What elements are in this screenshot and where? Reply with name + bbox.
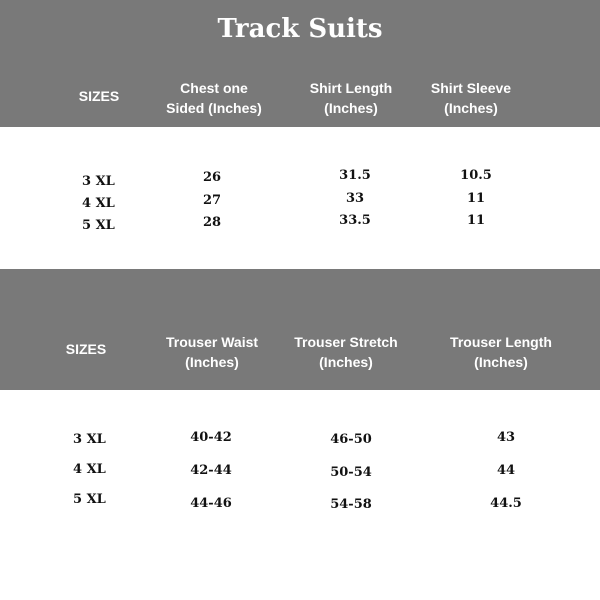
trouser-header-stretch xyxy=(294,332,397,372)
trouser-row-1-size: 3 XL xyxy=(73,432,106,447)
trouser-row-3-stretch: 54-58 xyxy=(330,497,372,512)
shirt-row-1-length: 31.5 xyxy=(339,168,371,183)
shirt-header-length-line1: Shirt Length xyxy=(309,80,393,96)
shirt-header-length-line2: (Inches) xyxy=(324,100,378,116)
shirt-header-sizes xyxy=(79,86,119,106)
shirt-row-1-chest: 26 xyxy=(202,170,222,185)
trouser-header-stretch-line1: Trouser Stretch xyxy=(294,334,398,350)
shirt-header-chest-line2: Sided (Inches) xyxy=(166,100,262,116)
trouser-header-waist-line2: (Inches) xyxy=(185,354,239,370)
shirt-row-2-sleeve: 11 xyxy=(466,191,486,206)
trouser-header-waist xyxy=(166,332,258,372)
trouser-row-3-length: 44.5 xyxy=(490,496,522,511)
shirt-row-2-length: 33 xyxy=(345,191,365,206)
shirt-row-3-length: 33.5 xyxy=(339,213,371,228)
trouser-row-1-waist: 40-42 xyxy=(190,430,232,445)
trouser-row-1-length: 43 xyxy=(496,430,516,445)
shirt-header-sleeve xyxy=(431,78,511,118)
shirt-header-chest-line1: Chest one xyxy=(180,80,248,96)
shirt-row-1-sleeve: 10.5 xyxy=(460,168,492,183)
shirt-row-2-chest: 27 xyxy=(202,193,222,208)
trouser-header-sizes xyxy=(66,339,106,359)
shirt-row-2-size: 4 XL xyxy=(82,196,115,211)
shirt-header-chest xyxy=(166,78,262,118)
trouser-header-length-line1: Trouser Length xyxy=(450,334,552,350)
trouser-row-3-waist: 44-46 xyxy=(190,496,232,511)
page-title: Track Suits xyxy=(217,14,383,44)
trouser-row-3-size: 5 XL xyxy=(73,492,106,507)
trouser-row-2-stretch: 50-54 xyxy=(330,465,372,480)
trouser-header-length xyxy=(450,332,552,372)
trouser-header-length-line2: (Inches) xyxy=(474,354,528,370)
trouser-header-stretch-line2: (Inches) xyxy=(319,354,373,370)
shirt-row-3-sleeve: 11 xyxy=(466,213,486,228)
trouser-row-1-stretch: 46-50 xyxy=(330,432,372,447)
shirt-row-3-size: 5 XL xyxy=(82,218,115,233)
shirt-row-1-size: 3 XL xyxy=(82,174,115,189)
shirt-header-sleeve-line2: (Inches) xyxy=(444,100,498,116)
shirt-header-length xyxy=(310,78,392,118)
shirt-row-3-chest: 28 xyxy=(202,215,222,230)
shirt-header-sizes-line1: SIZES xyxy=(78,88,120,104)
trouser-row-2-waist: 42-44 xyxy=(190,463,232,478)
trouser-header-sizes-line1: SIZES xyxy=(65,341,107,357)
trouser-row-2-length: 44 xyxy=(496,463,516,478)
shirt-header-sleeve-line1: Shirt Sleeve xyxy=(430,80,512,96)
trouser-header-waist-line1: Trouser Waist xyxy=(165,334,259,350)
trouser-row-2-size: 4 XL xyxy=(73,462,106,477)
